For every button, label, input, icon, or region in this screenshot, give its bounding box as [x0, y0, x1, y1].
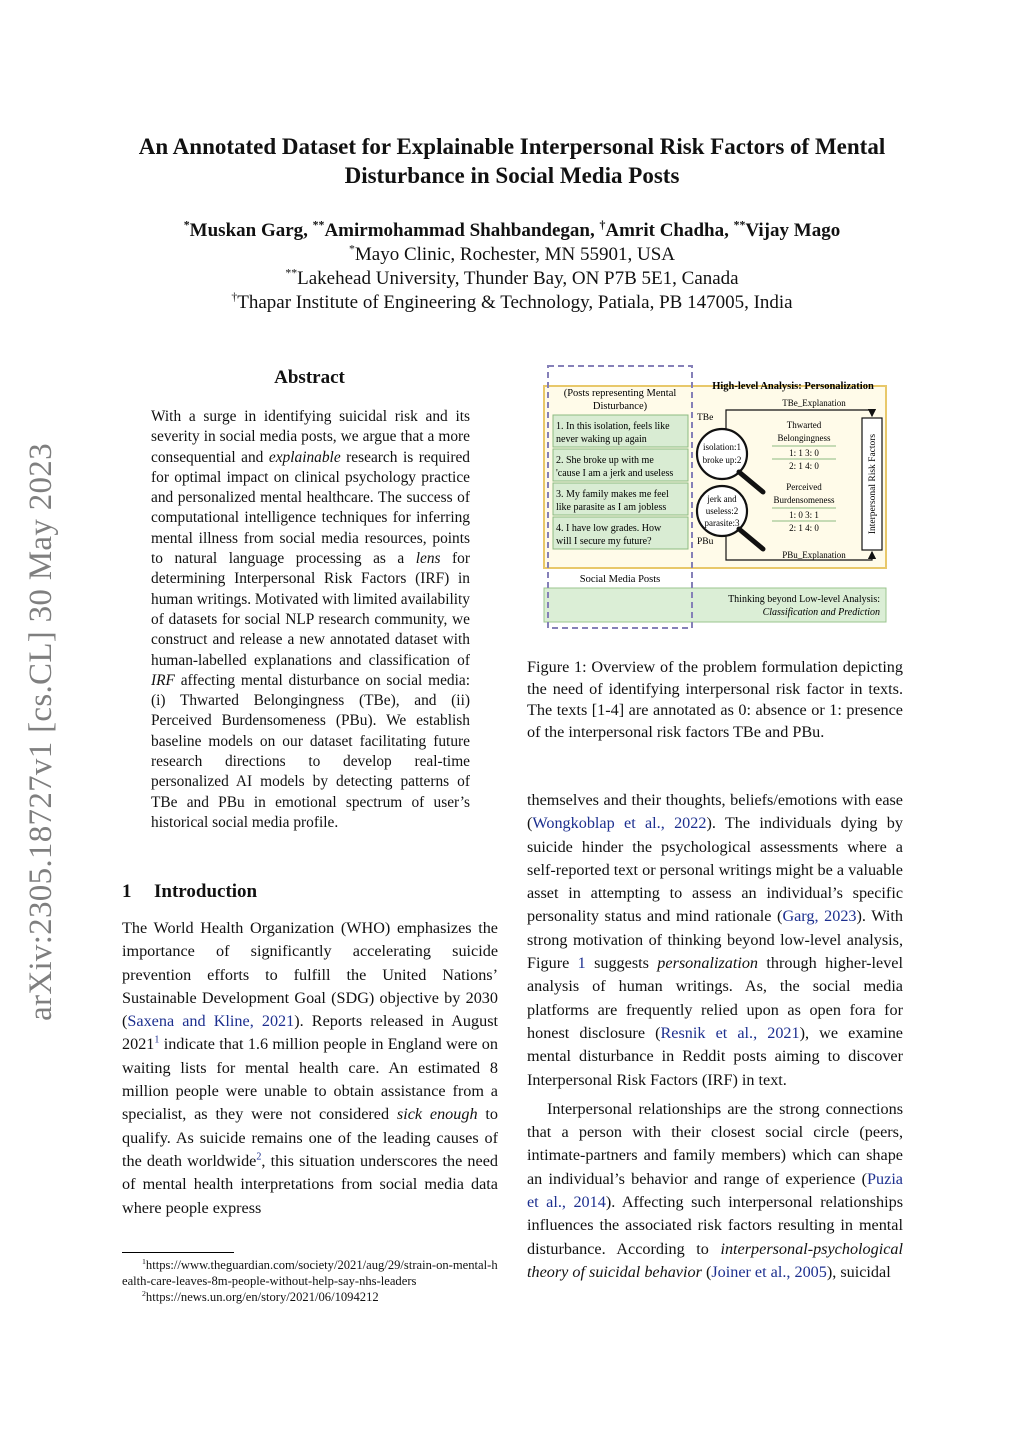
- affiliation-2: **Lakehead University, Thunder Bay, ON P7B 5E1, Canada: [285, 266, 739, 289]
- paragraph: Interpersonal relationships are the strong connections that a person with their closest social circle (peers, intimate-partners and family members) which can shape an individual’s behavior and range of experience (Puzia et al., 2014). Affecting such interpersonal relationships influences the associated risk factors resulting in mental disturbance. According to interpersonal-psychological theory of suicidal behavior (Joiner et al., 2005), suicidal: [527, 1099, 903, 1281]
- lens-2-line2: useless:2: [705, 506, 739, 516]
- post-3-line2: like parasite as I am jobless: [556, 502, 667, 513]
- thwarted-label-1: Thwarted: [786, 420, 822, 430]
- post-1-line1: 1. In this isolation, feels like: [556, 421, 670, 432]
- lens-1-line2: broke up:2: [702, 455, 742, 465]
- figure-1-caption: Figure 1: Overview of the problem formulation depicting the need of identifying interpersonal risk factor in texts. The texts [1-4] are annotated as 0: absence or 1: presence of the interpersonal risk factors TBe and PBu.: [527, 658, 903, 741]
- citation-link[interactable]: Puzia et al., 2014: [527, 1169, 903, 1212]
- right-column-text: [527, 789, 903, 1284]
- posts-header-line1: (Posts representing Mental: [563, 388, 677, 399]
- paragraph: themselves and their thoughts, beliefs/emotions with ease (Wongkoblap et al., 2022). The individuals dying by suicide hinder the psychological assessments where a self-reported text or personal writings might be a valuable asset in attempting to assess an individual’s specific personality status and mind rationale (Garg, 2023). With strong motivation of thinking beyond low-level analysis, Figure 1 suggests personalization through higher-level analysis of human writings. As, the social media platforms are frequently relied upon as open fora for honest disclosure (Resnik et al., 2021), we examine mental disturbance in Reddit posts aiming to discover Interpersonal Risk Factors (IRF) in text.: [527, 791, 903, 1089]
- author-3: Amrit Chadha,: [605, 220, 729, 241]
- post-3-line1: 3. My family makes me feel: [556, 489, 669, 500]
- arxiv-identifier: arXiv:2305.18727v1 [cs.CL] 30 May 2023: [23, 443, 59, 1021]
- citation-link[interactable]: Saxena and Kline, 2021: [127, 1012, 295, 1031]
- post-2-line1: 2. She broke up with me: [556, 455, 654, 466]
- citation-link[interactable]: Wongkoblap et al., 2022: [532, 814, 707, 833]
- footnote-ref-2[interactable]: 2: [256, 1151, 262, 1163]
- author-block: [110, 219, 914, 315]
- posts-header-line2: Disturbance): [592, 401, 648, 412]
- high-level-analysis-label: High-level Analysis: Personalization: [712, 381, 874, 392]
- perceived-values-1: 1: 0 3: 1: [789, 510, 819, 520]
- lens-2-line1: jerk and: [707, 494, 737, 504]
- abstract-heading: Abstract: [274, 367, 345, 388]
- post-4-line2: will I secure my future?: [556, 536, 652, 547]
- footnote-2-url[interactable]: https://news.un.org/en/story/2021/06/1094212: [145, 1290, 379, 1304]
- footnotes: $^1$https://www.theguardian.com/society/2021/aug/29/strain-on-mental-health-care-leaves-8m-people-without-help-say-nhs-leaders $^2$https://news.un.org/en/story/2021/06/1094212: [122, 1256, 498, 1304]
- section-heading-introduction: 1 Introduction: [122, 881, 258, 902]
- perceived-label-2: Burdensomeness: [773, 495, 835, 505]
- footnote-ref-1[interactable]: 1: [154, 1035, 160, 1047]
- perceived-label-1: Perceived: [786, 482, 822, 492]
- footnote-divider: [122, 1252, 234, 1253]
- thwarted-values-1: 1: 1 3: 0: [789, 448, 819, 458]
- author-1: Muskan Garg,: [189, 220, 308, 241]
- footnote-1-url[interactable]: https://www.theguardian.com/society/2021/aug/29/strain-on-mental-health-care-leaves-8m-people-without-help-say-nhs-leaders: [122, 1258, 498, 1288]
- pbu-label: PBu: [697, 537, 714, 547]
- figure-ref-link[interactable]: 1: [577, 954, 586, 973]
- post-1-line2: never waking up again: [556, 434, 647, 445]
- abstract-text: With a surge in identifying suicidal risk and its severity in social media posts, we argue that a more consequential and explainable research is required for optimal impact on clinical psychology practice and personalized mental healthcare. The success of computational intelligence techniques for inferring mental illness from social media resources, points to natural language processing as a lens for determining Interpersonal Risk Factors (IRF) in human writings. Motivated with limited availability of datasets for social NLP research community, we construct and release a new annotated dataset with human-labelled explanations and classification of IRF affecting mental disturbance on social media: (i) Thwarted Belongingness (TBe), and (ii) Perceived Burdensomeness (PBu). We establish baseline models on our dataset facilitating future research directions to develop real-time personalized AI models by detecting patterns of TBe and PBu in emotional spectrum of user’s historical social media profile.: [151, 408, 470, 831]
- thwarted-label-2: Belongingness: [777, 433, 831, 443]
- author-2: Amirmohammad Shahbandegan,: [324, 220, 595, 241]
- pbu-explanation-label: PBu_Explanation: [782, 550, 846, 560]
- thwarted-values-2: 2: 1 4: 0: [789, 461, 819, 471]
- beyond-label-1: Thinking beyond Low-level Analysis:: [728, 594, 880, 605]
- citation-link[interactable]: Garg, 2023: [782, 907, 857, 926]
- affiliation-3: †Thapar Institute of Engineering & Technology, Patiala, PB 147005, India: [231, 290, 793, 313]
- post-2-line2: 'cause I am a jerk and useless: [556, 468, 674, 479]
- figure-1: [540, 362, 890, 634]
- tbe-label: TBe: [697, 413, 714, 423]
- tbe-explanation-label: TBe_Explanation: [782, 398, 846, 408]
- lens-1-line1: isolation:1: [703, 442, 741, 452]
- perceived-values-2: 2: 1 4: 0: [789, 523, 819, 533]
- author-4: Vijay Mago: [745, 220, 841, 241]
- social-media-posts-label: Social Media Posts: [579, 574, 661, 585]
- lens-2-line3: parasite:3: [704, 518, 740, 528]
- citation-link[interactable]: Joiner et al., 2005: [711, 1262, 827, 1281]
- irf-vertical-label: Interpersonal Risk Factors: [868, 433, 878, 535]
- affiliation-1: *Mayo Clinic, Rochester, MN 55901, USA: [349, 242, 675, 265]
- beyond-label-2: Classification and Prediction: [762, 607, 880, 618]
- citation-link[interactable]: Resnik et al., 2021: [660, 1023, 800, 1042]
- figure-1-diagram: [540, 362, 890, 634]
- paper-title: An Annotated Dataset for Explainable Interpersonal Risk Factors of Mental Disturbance in Social Media Posts: [138, 134, 886, 188]
- author-names: *Muskan Garg, **Amirmohammad Shahbandegan, †Amrit Chadha, **Vijay Mago: [183, 218, 841, 241]
- post-4-line1: 4. I have low grades. How: [556, 523, 662, 534]
- introduction-paragraph: The World Health Organization (WHO) emphasizes the importance of significantly accelerating suicide prevention efforts to fulfill the United Nations’ Sustainable Development Goal (SDG) objective by 2030 (Saxena and Kline, 2021). Reports released in August 2021$^1$ indicate that 1.6 million people in England were on waiting lists for mental health care. An estimated 8 million people were unable to obtain assistance from a specialist, as they were not considered sick enough to qualify. As suicide remains one of the leading causes of the death worldwide$^2$, this situation underscores the need of mental health interpretations from social media data where people express: [122, 919, 498, 1217]
